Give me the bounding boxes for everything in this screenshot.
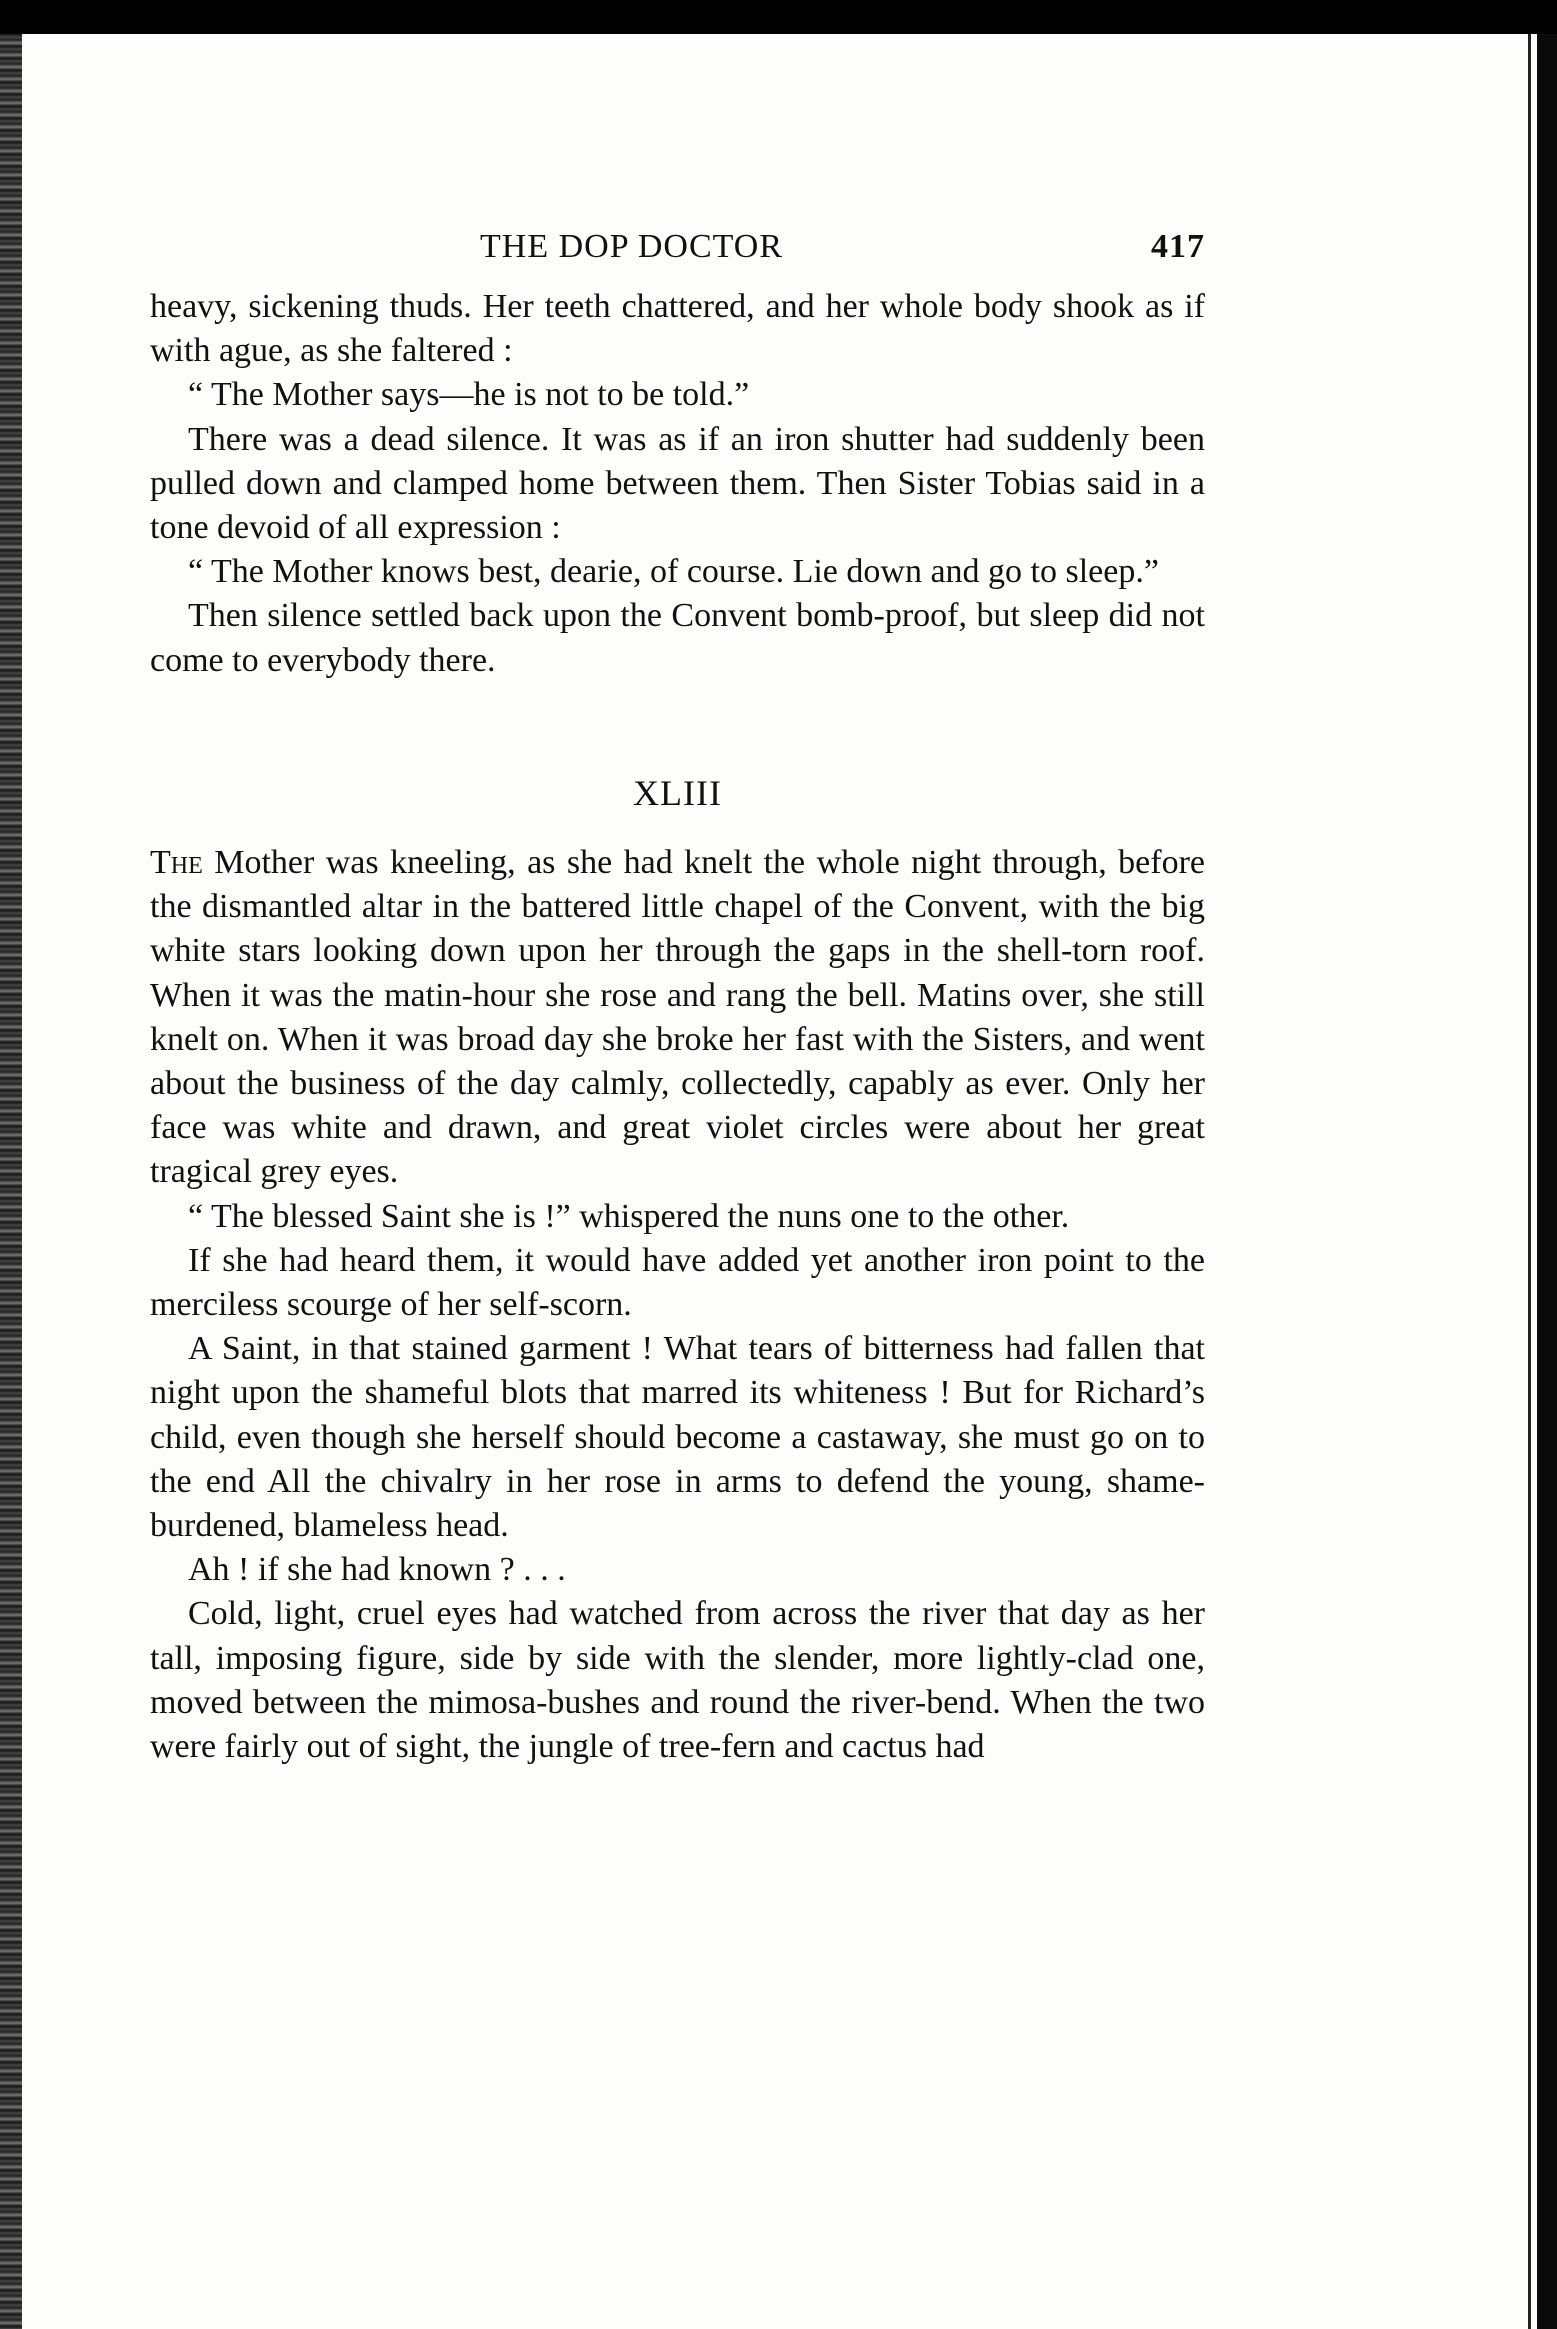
chapter-heading: XLIII: [633, 772, 722, 813]
paragraph: There was a dead silence. It was as if an iron shutter had suddenly been pulled down and clamped home between them. Then Sister Tobias said in a tone devoid of all expression :: [150, 420, 1205, 547]
chapter-opening-paragraph: [150, 841, 1205, 1195]
paragraph: heavy, sickening thuds. Her teeth chattered, and her whole body shook as if with ague, as she faltered :: [150, 288, 1205, 370]
paragraph: A Saint, in that stained garment ! What tears of bitterness had fallen that night upon the shameful blots that marred its whiteness ! But for Richard’s child, even though she herself should become a castaway, she must go on to the end All the chivalry in her rose in arms to defend the young, shame-burdened, blameless head.: [150, 1330, 1205, 1545]
opening-text: Mother was kneeling, as she had knelt the whole night through, before the dismantled altar in the battered little chapel of the Convent, with the big white stars looking down upon her through the gaps in the shell-torn roof. When it was the matin-hour she rose and rang the bell. Matins over, she still knelt on. When it was broad day she broke her fast with the Sisters, and went about the business of the day calmly, collectedly, capably as ever. Only her face was white and drawn, and great violet circles were about her great tragical grey eyes.: [150, 844, 1205, 1191]
paragraph: “ The Mother knows best, dearie, of course. Lie down and go to sleep.”: [188, 553, 1159, 591]
paragraph: If she had heard them, it would have added yet another iron point to the merciless scourge of her self-scorn.: [150, 1241, 1205, 1324]
scan-right-border: [1537, 34, 1557, 2329]
paragraph: Then silence settled back upon the Convent bomb-proof, but sleep did not come to everybody there.: [150, 597, 1205, 679]
book-spine-edge: [0, 34, 22, 2329]
running-head: [150, 225, 1205, 285]
paragraph: Cold, light, cruel eyes had watched from across the river that day as her tall, imposing figure, side by side with the slender, more lightly-clad one, moved between the mimosa-bushes and round the river-bend. When the two were fairly out of sight, the jungle of tree-fern and cactus had: [150, 1595, 1205, 1766]
page-number: 417: [1151, 228, 1205, 265]
opening-word: The: [150, 844, 203, 882]
page-right-rule: [1528, 34, 1531, 2329]
paragraph: “ The blessed Saint she is !” whispered the nuns one to the other.: [188, 1197, 1070, 1235]
paragraph: “ The Mother says—he is not to be told.”: [188, 376, 750, 414]
paragraph: Ah ! if she had known ? . . .: [188, 1551, 566, 1589]
running-title: THE DOP DOCTOR: [480, 228, 784, 265]
scan-top-border: [0, 0, 1557, 34]
page-text: [150, 225, 1205, 1769]
